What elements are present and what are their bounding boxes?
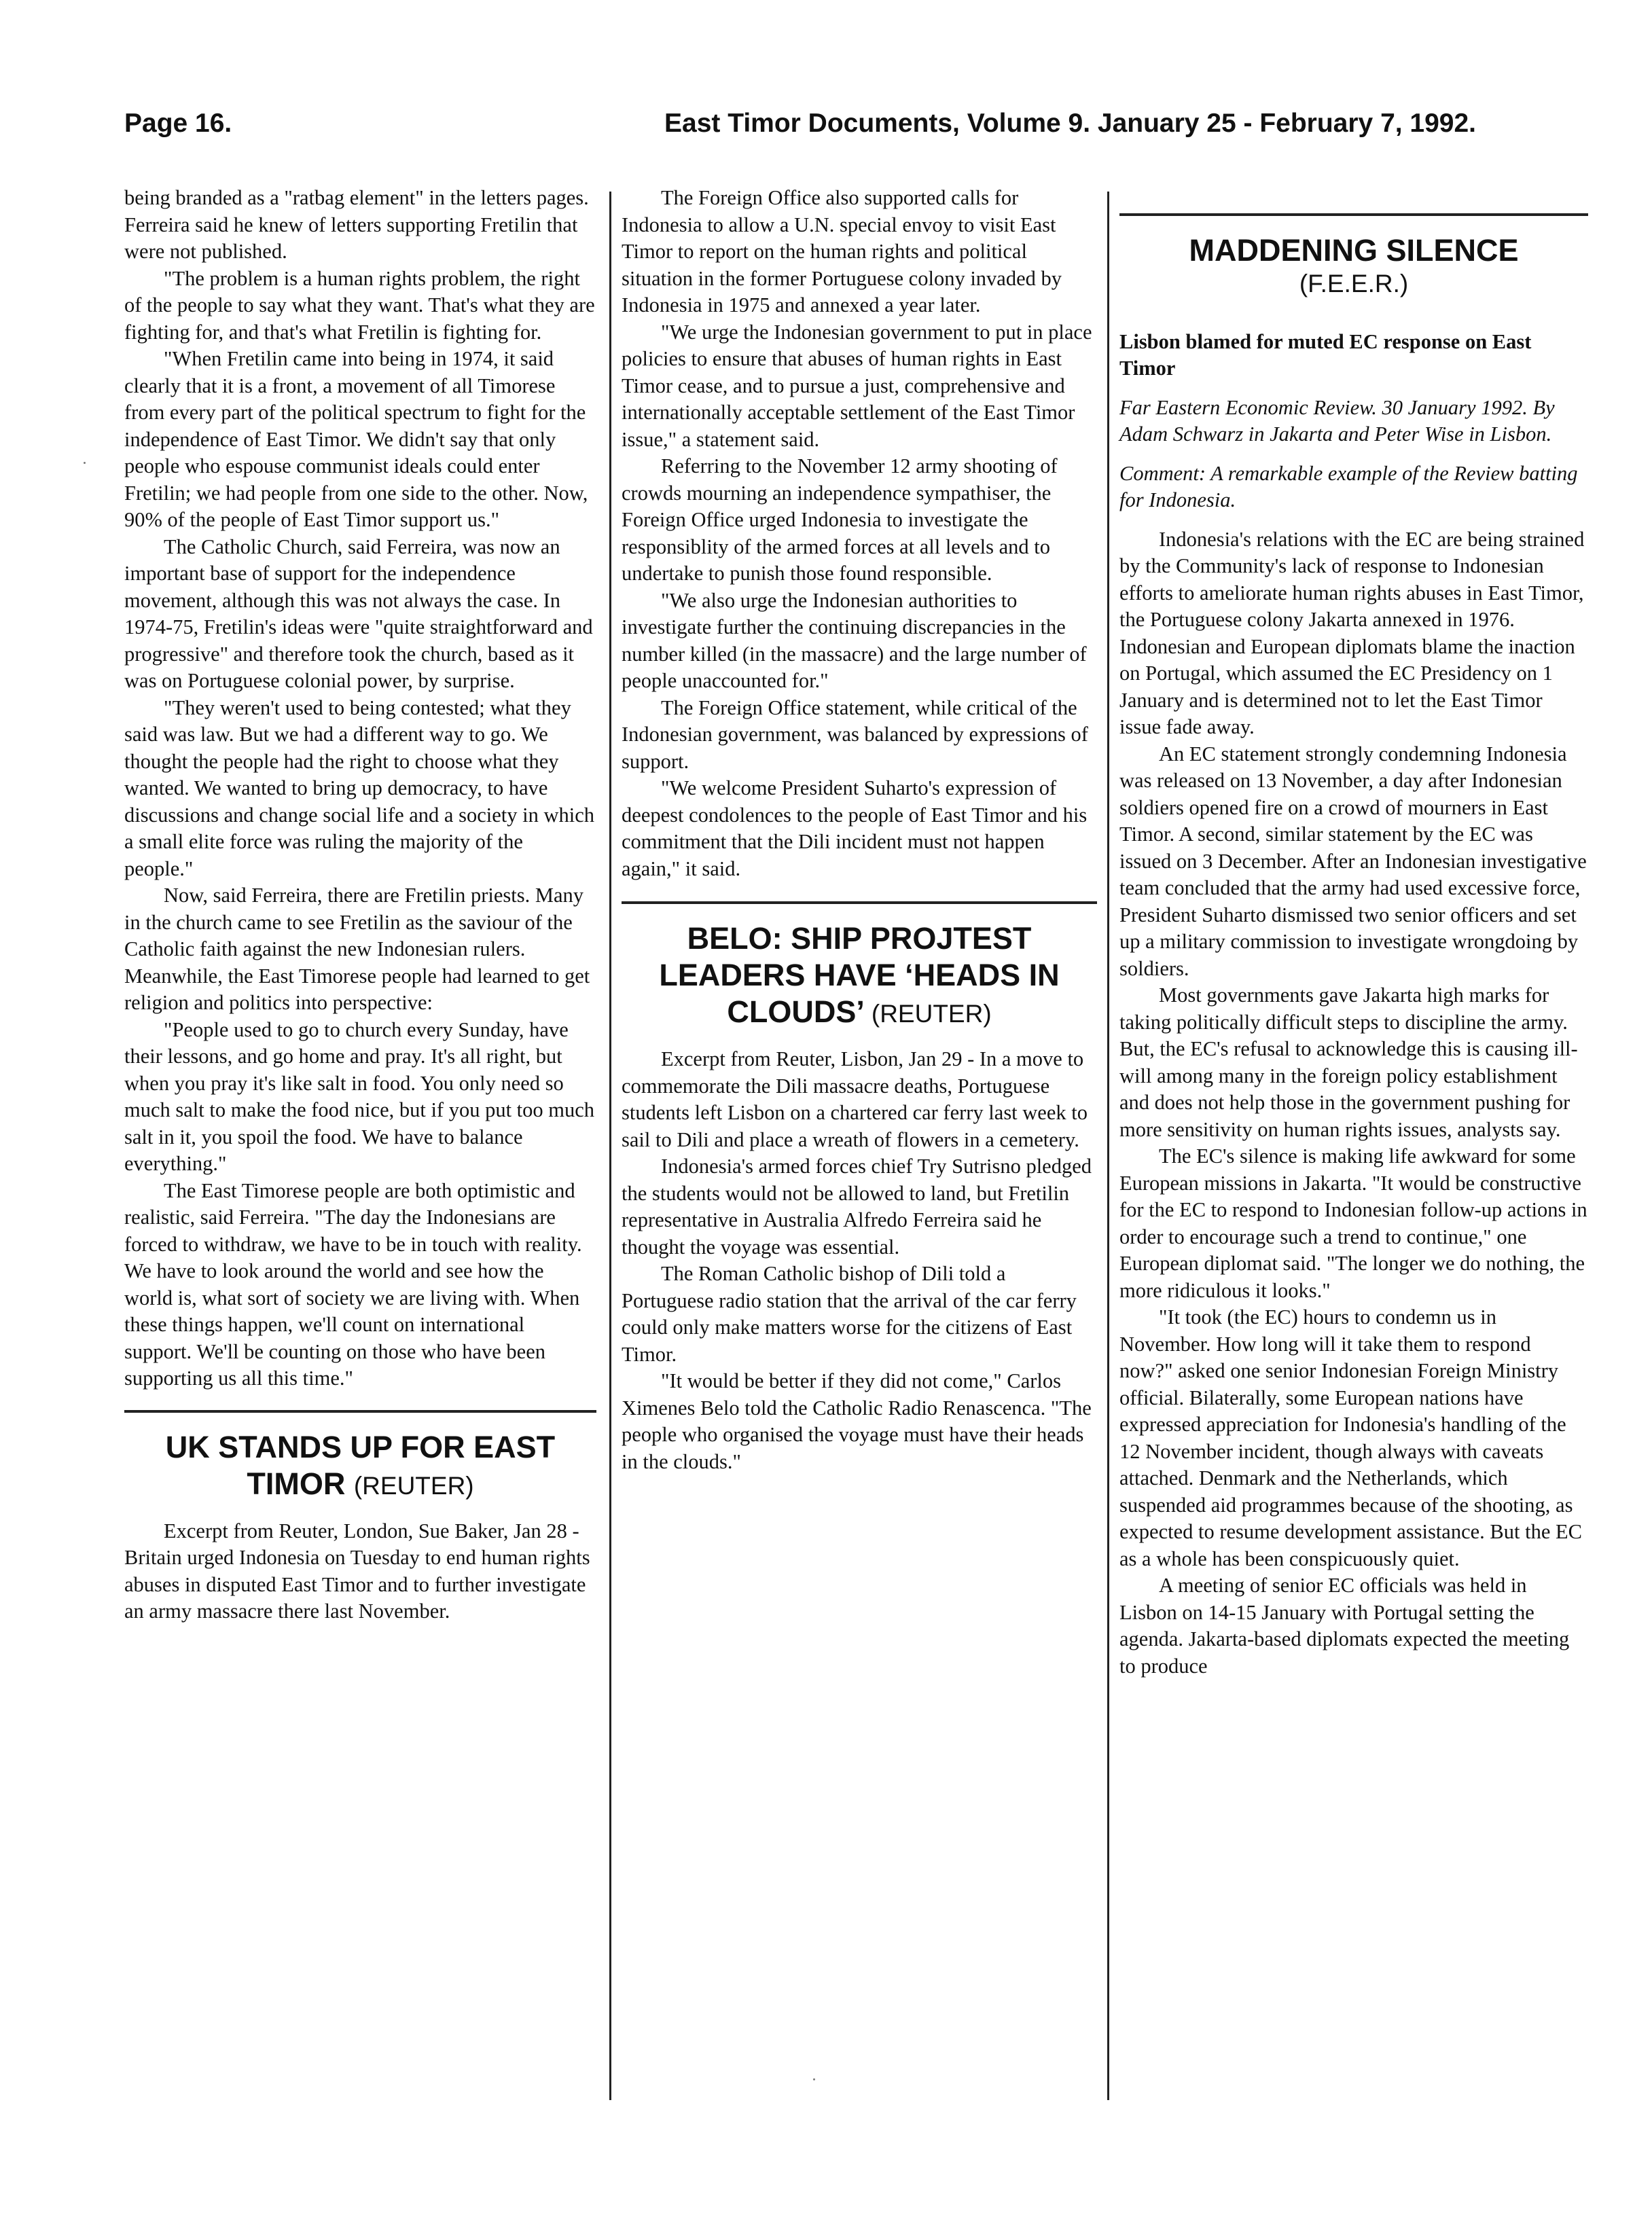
- paragraph: "People used to go to church every Sunday, have their lessons, and go home and pray. It's all right, but when you pray it's like salt in food. You only need so much salt to make the food nice, but if you put too much salt in it, you spoil the food. We have to balance everything.": [124, 1017, 595, 1175]
- headline-text: BELO: SHIP PROJTEST LEADERS HAVE ‘HEADS IN CLOUDS’: [659, 921, 1060, 1029]
- headline-text: UK STANDS UP FOR EAST TIMOR: [165, 1429, 556, 1501]
- paragraph: The EC's silence is making life awkward for some European missions in Jakarta. "It would be constructive for the EC to respond to Indonesian follow-up actions in order to encourage such a trend to continue," one European diplomat said. "The longer we do nothing, the more ridiculous it looks.": [1119, 1144, 1587, 1302]
- paragraph: An EC statement strongly condemning Indonesia was released on 13 November, a day after Indonesian soldiers opened fire on a crowd of mourners in East Timor. A second, similar statement by the EC was issued on 3 December. After an Indonesian investigative team concluded that the army had used excessive force, President Suharto dismissed two senior officers and set up a military commission to investigate wrongdoing by soldiers.: [1119, 742, 1587, 980]
- article-citation: Far Eastern Economic Review. 30 January 1992. By Adam Schwarz in Jakarta and Peter Wise in Lisbon.: [1119, 395, 1555, 446]
- column-divider: [609, 192, 611, 2100]
- belo-article-headline: [622, 920, 1097, 1032]
- scan-speck: [813, 2078, 815, 2080]
- headline-source: (REUTER): [871, 1000, 992, 1028]
- headline-text: MADDENING SILENCE: [1189, 233, 1519, 268]
- section-divider: [124, 1410, 596, 1413]
- paragraph: "When Fretilin came into being in 1974, it said clearly that it is a front, a movement of all Timorese from every part of the political spectrum to fight for the independence of East Timor. We didn't say that only people who espouse communist ideals could enter Fretilin; we had people from one side to the other. Now, 90% of the people of East Timor support us.": [124, 347, 588, 531]
- paragraph: The East Timorese people are both optimistic and realistic, said Ferreira. "The day the Indonesians are forced to withdraw, we have to be in touch with reality. We have to look around the world and see how the world is, what sort of society we are living with. When these things happen, we'll count on international support. We'll be counting on those who have been supporting us all this time.": [124, 1178, 582, 1390]
- paragraph: The Catholic Church, said Ferreira, was now an important base of support for the independence movement, although this was not always the case. In 1974-75, Fretilin's ideas were "quite straightforward and progressive" and therefore took the church, based as it was on Portuguese colonial power, by surprise.: [124, 535, 593, 692]
- paragraph: "It would be better if they did not come," Carlos Ximenes Belo told the Catholic Radio Renascenca. "The people who organised the voyage must have their heads in the clouds.": [622, 1369, 1092, 1473]
- article-deck: Lisbon blamed for muted EC response on East Timor: [1119, 329, 1532, 380]
- section-divider: [1119, 213, 1588, 216]
- paragraph: being branded as a "ratbag element" in the letters pages. Ferreira said he knew of letters supporting Fretilin that were not published.: [124, 186, 589, 263]
- paragraph: The Foreign Office also supported calls for Indonesia to allow a U.N. special envoy to visit East Timor to report on the human rights and political situation in the former Portuguese colony invaded by Indonesia in 1975 and annexed a year later.: [622, 186, 1062, 317]
- section-divider: [622, 901, 1097, 904]
- paragraph: Indonesia's relations with the EC are being strained by the Community's lack of response to Indonesian efforts to ameliorate human rights abuses in East Timor, the Portuguese colony Jakarta annexed in 1976. Indonesian and European diplomats blame the inaction on Portugal, which assumed the EC Presidency on 1 January and is determined not to let the East Timor issue fade away.: [1119, 527, 1585, 738]
- scan-speck: [84, 462, 86, 464]
- paragraph: The Roman Catholic bishop of Dili told a Portuguese radio station that the arrival of the car ferry could only make matters worse for the citizens of East Timor.: [622, 1262, 1077, 1366]
- paragraph: Indonesia's armed forces chief Try Sutrisno pledged the students would not be allowed to land, but Fretilin representative in Australia Alfredo Ferreira said he thought the voyage was essential.: [622, 1155, 1092, 1259]
- paragraph: Most governments gave Jakarta high marks for taking politically difficult steps to discipline the army. But, the EC's refusal to acknowledge this is causing ill-will among many in the foreign policy establishment and does not help those in the government pushing for more sensitivity on human rights issues, analysts say.: [1119, 983, 1578, 1141]
- paragraph: Excerpt from Reuter, Lisbon, Jan 29 - In a move to commemorate the Dili massacre deaths, Portuguese students left Lisbon on a chartered car ferry last week to sail to Dili and place a wreath of flowers in a cemetery.: [622, 1047, 1088, 1151]
- paragraph: The Foreign Office statement, while critical of the Indonesian government, was balanced by expressions of support.: [622, 696, 1088, 773]
- uk-article-headline: [124, 1429, 596, 1504]
- paragraph: "The problem is a human rights problem, the right of the people to say what they want. That's what they are fighting for, and that's what Fretilin is fighting for.: [124, 266, 595, 344]
- silence-article-headline: [1119, 232, 1588, 269]
- column-1: [124, 185, 596, 1625]
- paragraph: Now, said Ferreira, there are Fretilin priests. Many in the church came to see Fretilin as the saviour of the Catholic faith against the new Indonesian rulers. Meanwhile, the East Timorese people had learned to get religion and politics into perspective:: [124, 884, 590, 1014]
- column-3: [1119, 185, 1588, 1680]
- paragraph: Excerpt from Reuter, London, Sue Baker, Jan 28 - Britain urged Indonesia on Tuesday to end human rights abuses in disputed East Timor and to further investigate an army massacre there last November.: [124, 1519, 590, 1623]
- headline-source: (F.E.E.R.): [1299, 270, 1409, 297]
- paragraph: "We urge the Indonesian government to put in place policies to ensure that abuses of human rights in East Timor cease, and to pursue a just, comprehensive and internationally acceptable settlement of the East Timor issue," a statement said.: [622, 320, 1092, 451]
- paragraph: Referring to the November 12 army shooting of crowds mourning an independence sympathiser, the Foreign Office urged Indonesia to investigate the responsiblity of the armed forces at all levels and to undertake to punish those found responsible.: [622, 454, 1058, 585]
- paragraph: "We welcome President Suharto's expression of deepest condolences to the people of East Timor and his commitment that the Dili incident must not happen again," it said.: [622, 776, 1088, 880]
- paragraph: "They weren't used to being contested; what they said was law. But we had a different way to go. We thought the people had the right to choose what they wanted. We wanted to bring up democracy, to have discussions and change social life and a society in which a small elite force was ruling the majority of the people.": [124, 696, 594, 880]
- paragraph: A meeting of senior EC officials was held in Lisbon on 14-15 January with Portugal setting the agenda. Jakarta-based diplomats expected the meeting to produce: [1119, 1574, 1570, 1678]
- paragraph: "It took (the EC) hours to condemn us in November. How long will it take them to respond now?" asked one senior Indonesian Foreign Ministry official. Bilaterally, some European nations have expressed appreciation for Indonesia's handling of the 12 November incident, though always with caveats attached. Denmark and the Netherlands, which suspended aid programmes because of the shooting, as expected to resume development assistance. But the EC as a whole has been conspicuously quiet.: [1119, 1305, 1582, 1570]
- page-number: Page 16.: [124, 109, 232, 138]
- headline-source: (REUTER): [353, 1471, 474, 1500]
- running-title: East Timor Documents, Volume 9. January 25 - February 7, 1992.: [664, 109, 1477, 138]
- column-2: [622, 185, 1097, 1475]
- column-divider: [1107, 192, 1109, 2100]
- paragraph: "We also urge the Indonesian authorities to investigate further the continuing discrepancies in the number killed (in the massacre) and the large number of people unaccounted for.": [622, 588, 1087, 692]
- editor-comment: Comment: A remarkable example of the Review batting for Indonesia.: [1119, 461, 1578, 511]
